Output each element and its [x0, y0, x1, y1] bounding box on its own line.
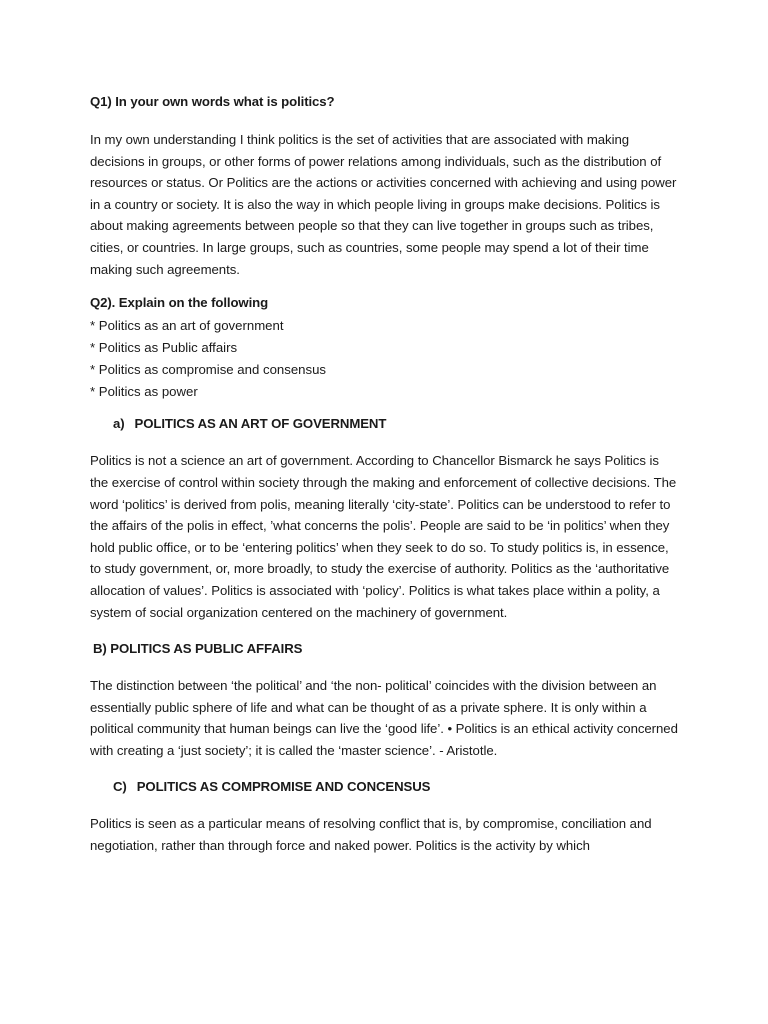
list-item: * Politics as an art of government: [90, 318, 284, 334]
section-c-label: C): [113, 779, 127, 795]
section-a-heading: [90, 416, 678, 432]
section-b-heading: B) POLITICS AS PUBLIC AFFAIRS: [93, 641, 303, 657]
section-c-title: POLITICS AS COMPROMISE AND CONCENSUS: [136, 779, 431, 795]
q2-bullet-list: [90, 315, 678, 402]
section-a-paragraph: Politics is not a science an art of government. According to Chancellor Bismarck he says Politics is the exercise of control within society through the making and enforcement of collective decisions. The word ‘politics’ is derived from polis, meaning literally ‘city-state’. Politics can be understood to refer to the affairs of the polis in effect, ’what concerns the polis’. People are said to be ‘in politics’ when they hold public office, or to be ‘entering politics’ when they seek to do so. To study politics is, in essence, to study government, or, more broadly, to study the exercise of authority. Politics as the ‘authoritative allocation of values’. Politics is associated with ‘policy’. Politics is what takes place within a polity, a system of social organization centered on the machinery of government.: [90, 453, 677, 620]
section-c-heading: [90, 779, 678, 795]
section-c-paragraph: Politics is seen as a particular means of resolving conflict that is, by compromise, conciliation and negotiation, rather than through force and naked power. Politics is the activity by which: [90, 816, 652, 854]
list-item: * Politics as Public affairs: [90, 339, 238, 355]
q1-answer-paragraph: In my own understanding I think politics is the set of activities that are associated with making decisions in groups, or other forms of power relations among individuals, such as the distribution of resources or status. Or Politics are the actions or activities concerned with achieving and using power in a country or society. It is also the way in which people living in groups make decisions. Politics is about making agreements between people so that they can live together in groups such as tribes, cities, or countries. In large groups, such as countries, some people may spend a lot of their time making such agreements.: [90, 132, 677, 277]
section-a-label: a): [113, 416, 125, 432]
list-item: * Politics as power: [90, 383, 198, 399]
list-item: * Politics as compromise and consensus: [90, 361, 327, 377]
section-b-paragraph: The distinction between ‘the political’ and ‘the non- political’ coincides with the division between an essentially public sphere of life and what can be thought of as a private sphere. It is only within a political community that human beings can live the ‘good life’. • Politics is an ethical activity concerned with creating a ‘just society’; it is called the ‘master science’. - Aristotle.: [90, 678, 678, 758]
q1-heading: Q1) In your own words what is politics?: [90, 94, 335, 109]
q2-heading: Q2). Explain on the following: [90, 295, 269, 311]
section-a-title: POLITICS AS AN ART OF GOVERNMENT: [134, 416, 387, 432]
